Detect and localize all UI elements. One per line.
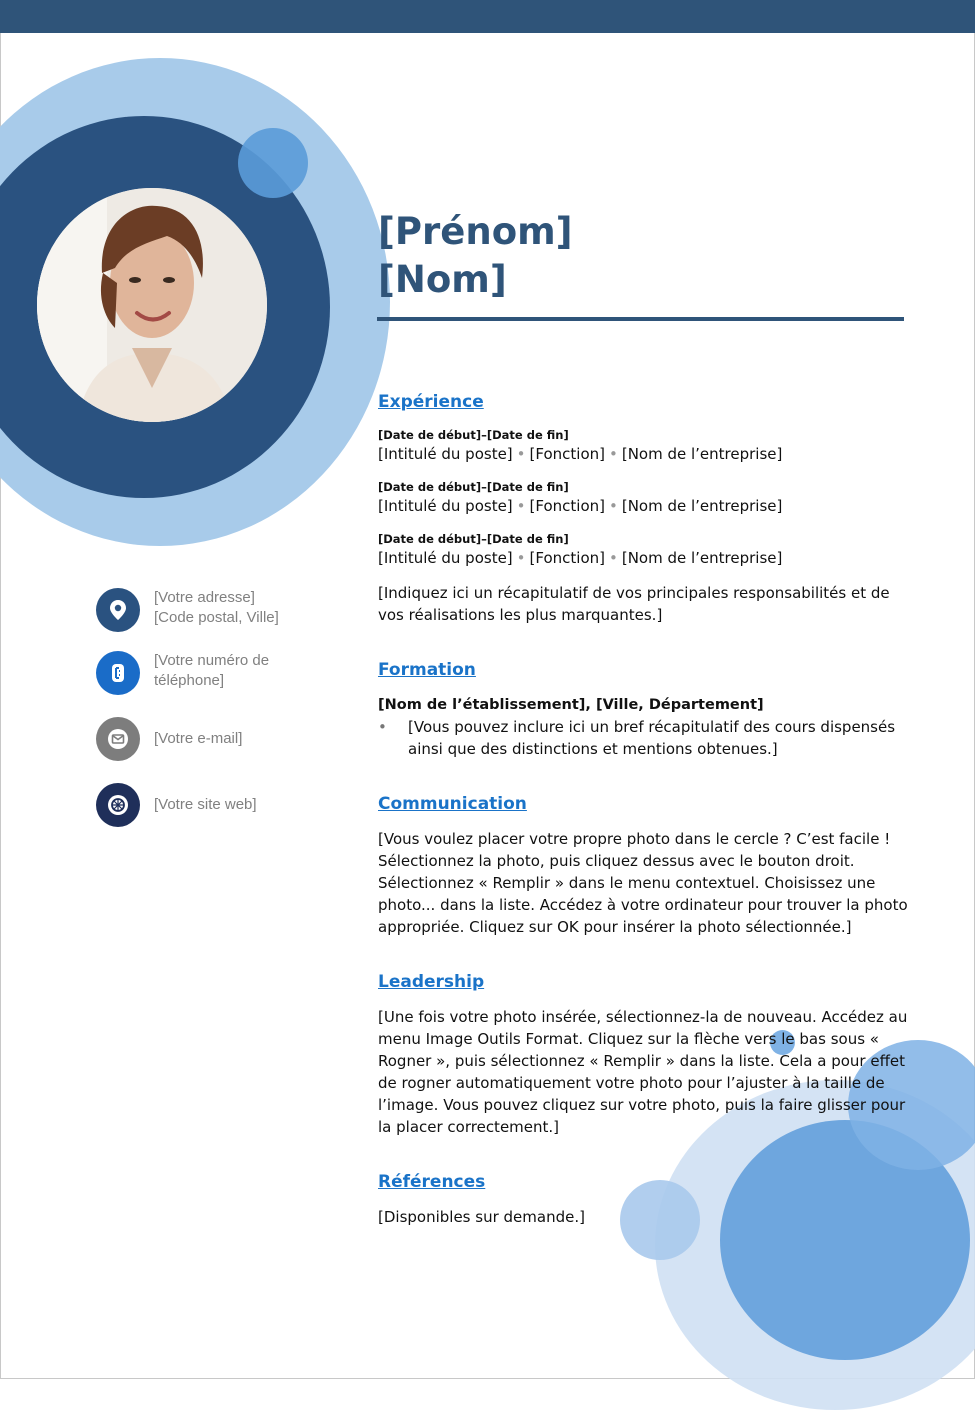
last-name[interactable]: [Nom] xyxy=(378,258,507,301)
top-banner xyxy=(0,0,975,33)
main-content xyxy=(378,388,908,1228)
job-company[interactable]: [Nom de l’entreprise] xyxy=(621,497,783,515)
decorative-circle-accent xyxy=(238,128,308,198)
section-title-education[interactable]: Formation xyxy=(378,660,476,680)
leadership-text[interactable]: [Une fois votre photo insérée, sélectionnez-la de nouveau. Accédez au menu Image Outils Format. Cliquez sur la flèche vers le bas sous « Rogner », puis sélectionnez « Remplir » dans la liste. Cela a pour effet de rogner automatiquement votre photo pour l’ajuster à la taille de l’image. Vous pouvez cliquez sur votre photo, puis la faire glisser pour la placer correctement.] xyxy=(378,1008,908,1136)
section-title-communication[interactable]: Communication xyxy=(378,794,527,814)
address-line2[interactable]: [Code postal, Ville] xyxy=(154,609,279,626)
job-role[interactable]: [Fonction] xyxy=(529,497,605,515)
address-line1[interactable]: [Votre adresse] xyxy=(154,589,255,606)
job-details xyxy=(378,548,908,568)
job-dates[interactable]: [Date de début]–[Date de fin] xyxy=(378,480,569,494)
spacer xyxy=(378,626,908,656)
communication-text[interactable]: [Vous voulez placer votre propre photo dans le cercle ? C’est facile ! Sélectionnez la photo, puis cliquez dessus avec le bouton droit. Sélectionnez « Remplir » dans le menu contextuel. Choisissez une photo... dans la liste. Accédez à votre ordinateur pour trouver la photo appropriée. Cliquez sur OK pour insérer la photo sélectionnée.] xyxy=(378,830,908,936)
job-dates[interactable]: [Date de début]–[Date de fin] xyxy=(378,532,569,546)
job-dates[interactable]: [Date de début]–[Date de fin] xyxy=(378,428,569,442)
job-entry xyxy=(378,478,908,516)
spacer xyxy=(378,1138,908,1168)
section-title-experience[interactable]: Expérience xyxy=(378,392,484,412)
phone-line2[interactable]: téléphone] xyxy=(154,672,225,689)
education-bullet xyxy=(378,716,908,760)
job-title[interactable]: [Intitulé du poste] xyxy=(378,445,513,463)
portrait-image xyxy=(37,188,267,422)
section-title-references[interactable]: Références xyxy=(378,1172,486,1192)
phone-icon xyxy=(96,651,140,695)
education-bullet-text[interactable]: [Vous pouvez inclure ici un bref récapitulatif des cours dispensés ainsi que des distinctions et mentions obtenues.] xyxy=(408,718,896,758)
job-entry xyxy=(378,426,908,464)
separator-dot: • xyxy=(516,445,526,463)
name-block xyxy=(378,208,573,304)
separator-dot: • xyxy=(608,549,618,567)
bullet-dot: • xyxy=(378,718,387,736)
separator-dot: • xyxy=(516,497,526,515)
job-entry xyxy=(378,530,908,568)
section-title-leadership[interactable]: Leadership xyxy=(378,972,485,992)
website[interactable]: [Votre site web] xyxy=(154,796,257,813)
references-text[interactable]: [Disponibles sur demande.] xyxy=(378,1208,585,1226)
job-role[interactable]: [Fonction] xyxy=(529,445,605,463)
globe-icon xyxy=(96,783,140,827)
separator-dot: • xyxy=(516,549,526,567)
job-details xyxy=(378,496,908,516)
job-company[interactable]: [Nom de l’entreprise] xyxy=(621,445,783,463)
job-title[interactable]: [Intitulé du poste] xyxy=(378,549,513,567)
job-details xyxy=(378,444,908,464)
spacer xyxy=(378,760,908,790)
first-name[interactable]: [Prénom] xyxy=(378,210,573,253)
location-pin-icon xyxy=(96,588,140,632)
envelope-icon xyxy=(96,717,140,761)
email[interactable]: [Votre e-mail] xyxy=(154,730,243,747)
job-title[interactable]: [Intitulé du poste] xyxy=(378,497,513,515)
job-company[interactable]: [Nom de l’entreprise] xyxy=(621,549,783,567)
separator-dot: • xyxy=(608,445,618,463)
profile-photo[interactable] xyxy=(37,188,267,422)
experience-summary[interactable]: [Indiquez ici un récapitulatif de vos principales responsabilités et de vos réalisations les plus marquantes.] xyxy=(378,584,890,624)
spacer xyxy=(378,938,908,968)
phone-line1[interactable]: [Votre numéro de xyxy=(154,652,270,669)
separator-dot: • xyxy=(608,497,618,515)
job-role[interactable]: [Fonction] xyxy=(529,549,605,567)
name-divider xyxy=(377,317,904,321)
education-school[interactable]: [Nom de l’établissement], [Ville, Département] xyxy=(378,697,764,713)
